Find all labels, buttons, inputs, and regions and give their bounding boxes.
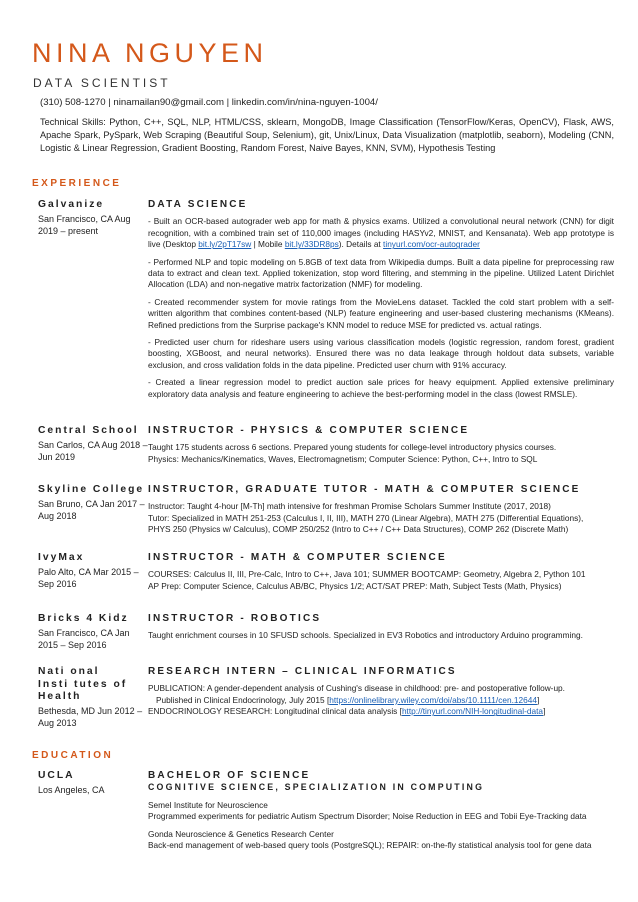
candidate-name: NINA NGUYEN [32, 38, 268, 68]
job-role: INSTRUCTOR - MATH & COMPUTER SCIENCE [148, 552, 447, 563]
job-text: PUBLICATION: A gender-dependent analysis of Cushing's disease in childhood: pre- and postoperative follow-up. [148, 683, 565, 694]
job-bricks-details [148, 613, 614, 642]
job-text: AP Prep: Computer Science, Calculus AB/BC, Physics 1/2; ACT/SAT PREP: Math, Subject Tests (Math, Physics) [148, 580, 562, 591]
job-role: INSTRUCTOR - PHYSICS & COMPUTER SCIENCE [148, 425, 470, 436]
school-name: UCLA [38, 770, 75, 781]
technical-skills: Technical Skills: Python, C++, SQL, NLP, HTML/CSS, sklearn, MongoDB, Image Classification (TensorFlow/Keras, OpenCV), Flask, AWS, Apache Spark, PySpark, Web Scraping (Beautiful Soup, Selenium), git, Unix/Linux, Data Visualization (matplotlib, seaborn), Modeling (CNN, Logistic & Linear Regression, Gradient Boosting, Random Forest, Naive Bayes, KNN, SVM), Hypothesis Testing [40, 117, 614, 153]
bullet-churn: - Predicted user churn for rideshare users using various classification models (logistic regression, random forest, gradient boosting, XGBoost, and neural networks). Ensured there was no data leakage through holdout data subsets, variable exclusion, and cross validation folds in the data pipeline. Predicted user churn with 91% accuracy. [148, 337, 614, 370]
job-nih-details [148, 666, 614, 718]
job-text: ] [536, 694, 540, 705]
edu-item-title: Semel Institute for Neuroscience [148, 799, 268, 810]
job-skyline-details [148, 484, 614, 536]
job-bricks-meta [38, 613, 148, 652]
job-text: ] [543, 706, 546, 717]
job-text: COURSES: Calculus II, III, Pre-Calc, Intro to C++, Java 101; SUMMER BOOTCAMP: Geometry, Algebra 2, Python 101 [148, 569, 586, 580]
job-text: Published in Clinical Endocrinology, July 2015 [ [156, 694, 330, 705]
job-text: PHYS 250 (Physics w/ Calculus), COMP 250/252 (Intro to C++ / C++ Data Structures), COMP 262 (Discrete Math) [148, 524, 569, 535]
publication-line [148, 695, 614, 706]
job-role: RESEARCH INTERN – CLINICAL INFORMATICS [148, 666, 457, 677]
job-role: DATA SCIENCE [148, 199, 248, 210]
org-location: San Carlos, CA [38, 439, 100, 450]
contact-line: (310) 508-1270 | ninamailan90@gmail.com | linkedin.com/in/nina-nguyen-1004/ [40, 97, 378, 108]
job-skyline-meta [38, 484, 148, 523]
details-link[interactable]: tinyurl.com/ocr-autograder [383, 239, 480, 250]
job-central-details [148, 425, 614, 465]
org-name: Bricks 4 Kidz [38, 613, 129, 624]
job-text: Taught enrichment courses in 10 SFUSD schools. Specialized in EV3 Robotics and introductory Arduino programming. [148, 630, 583, 641]
job-dates: Jan 2017 – Aug 2018 [38, 498, 145, 521]
education-heading: EDUCATION [32, 750, 114, 761]
bullet-nlp: - Performed NLP and topic modeling on 5.8GB of text data from Wikipedia dumps. Built a data pipeline for preprocessing raw data to extract and clean text. Applied tokenization, stop word filtering, and stemming in the pipeline. Utilized Latent Dirichlet Allocation (LDA) and non-negative matrix factorization (NMF) for modeling. [148, 256, 614, 290]
edu-item-title: Gonda Neuroscience & Genetics Research Center [148, 828, 334, 839]
job-ivymax-details [148, 552, 614, 592]
job-dates: Aug 2019 – present [38, 213, 131, 236]
org-location: Palo Alto, CA [38, 566, 91, 577]
job-text: Taught 175 students across 6 sections. Prepared young students for college-level introductory physics courses. [148, 442, 557, 453]
bullet-regression: - Created a linear regression model to predict auction sale prices for heavy equipment. Applied extensive preliminary exploratory data analysis and feature engineering to achieve the best-performing model in the class (lowest RMSLE). [148, 377, 614, 399]
org-location: San Francisco, CA [38, 213, 113, 224]
org-location: San Francisco, CA [38, 627, 113, 638]
org-name: IvyMax [38, 552, 85, 563]
school-location: Los Angeles, CA [38, 784, 105, 795]
job-dates: Mar 2015 – Sep 2016 [38, 566, 139, 589]
job-dates: Jun 2012 – Aug 2013 [38, 705, 143, 728]
org-location: San Bruno, CA [38, 498, 98, 509]
job-text: Tutor: Specialized in MATH 251-253 (Calculus I, II, III), MATH 270 (Linear Algebra), MATH 275 (Differential Equations), [148, 512, 584, 523]
org-name-line: Insti tutes of [38, 678, 128, 690]
job-role: INSTRUCTOR, GRADUATE TUTOR - MATH & COMPUTER SCIENCE [148, 484, 581, 495]
job-dates: Jan 2015 – Sep 2016 [38, 627, 130, 650]
job-dates: Aug 2018 – Jun 2019 [38, 439, 148, 462]
research-line [148, 706, 614, 717]
org-name: Galvanize [38, 199, 105, 210]
bullet-text: - Built an OCR-based autograder web app for math & physics exams. Utilized a convolutional neural network (CNN) for digit recognition, with a combined train set of 110,000 images (including HASYv2, MNIST, and Kensanata). Web app prototype is live (Desktop [148, 216, 614, 250]
experience-heading: EXPERIENCE [32, 178, 122, 189]
org-name: Central School [38, 425, 139, 436]
job-ivymax-meta [38, 552, 148, 591]
bullet-text: ). Details at [338, 239, 384, 250]
bullet-recommender: - Created recommender system for movie ratings from the MovieLens dataset. Tackled the cold start problem with a self-written algorithm that combines content-based (NLP) feature engineering and user-based clustering mechanisms (KMeans). Refined predictions from the Surprise package's KNN model to reduce MSE for predicted vs. actual ratings. [148, 296, 614, 330]
job-galvanize-meta [38, 199, 148, 238]
org-location: Bethesda, MD [38, 705, 96, 716]
major: COGNITIVE SCIENCE, SPECIALIZATION IN COMPUTING [148, 782, 485, 793]
job-central-meta [38, 425, 148, 464]
edu-item-text: Back-end management of web-based query tools (PostgreSQL); REPAIR: on-the-fly statistical analysis tool for gene data [148, 840, 592, 851]
org-name-line: Nati onal [38, 666, 100, 677]
education-meta [38, 770, 148, 796]
mobile-link[interactable]: bit.ly/33DR8ps [284, 239, 339, 250]
org-name-line: Health [38, 691, 82, 702]
degree: BACHELOR OF SCIENCE [148, 770, 311, 781]
org-name: Skyline College [38, 484, 145, 495]
desktop-link[interactable]: bit.ly/2pT17sw [198, 239, 252, 250]
education-details [148, 770, 614, 851]
publication-link[interactable]: https://onlinelibrary.wiley.com/doi/abs/10.1111/cen.12644 [329, 694, 537, 705]
job-text: Physics: Mechanics/Kinematics, Waves, Electromagnetism; Computer Science: Python, C++, Intro to SQL [148, 453, 538, 464]
job-text: ENDOCRINOLOGY RESEARCH: Longitudinal clinical data analysis [ [148, 706, 402, 717]
candidate-title: DATA SCIENTIST [33, 76, 171, 90]
research-link[interactable]: http://tinyurl.com/NIH-longitudinal-data [401, 706, 544, 717]
job-text: Instructor: Taught 4-hour [M-Th] math intensive for freshman Promise Scholars Summer Institute (2017, 2018) [148, 501, 551, 512]
bullet-text: | Mobile [251, 239, 285, 250]
bullet-ocr [148, 216, 614, 250]
job-galvanize-details [148, 199, 614, 406]
job-role: INSTRUCTOR - ROBOTICS [148, 613, 322, 624]
edu-item-text: Programmed experiments for pediatric Autism Spectrum Disorder; Noise Reduction in EEG and Tobii Eye-Tracking data [148, 811, 587, 822]
job-nih-meta [38, 666, 148, 730]
